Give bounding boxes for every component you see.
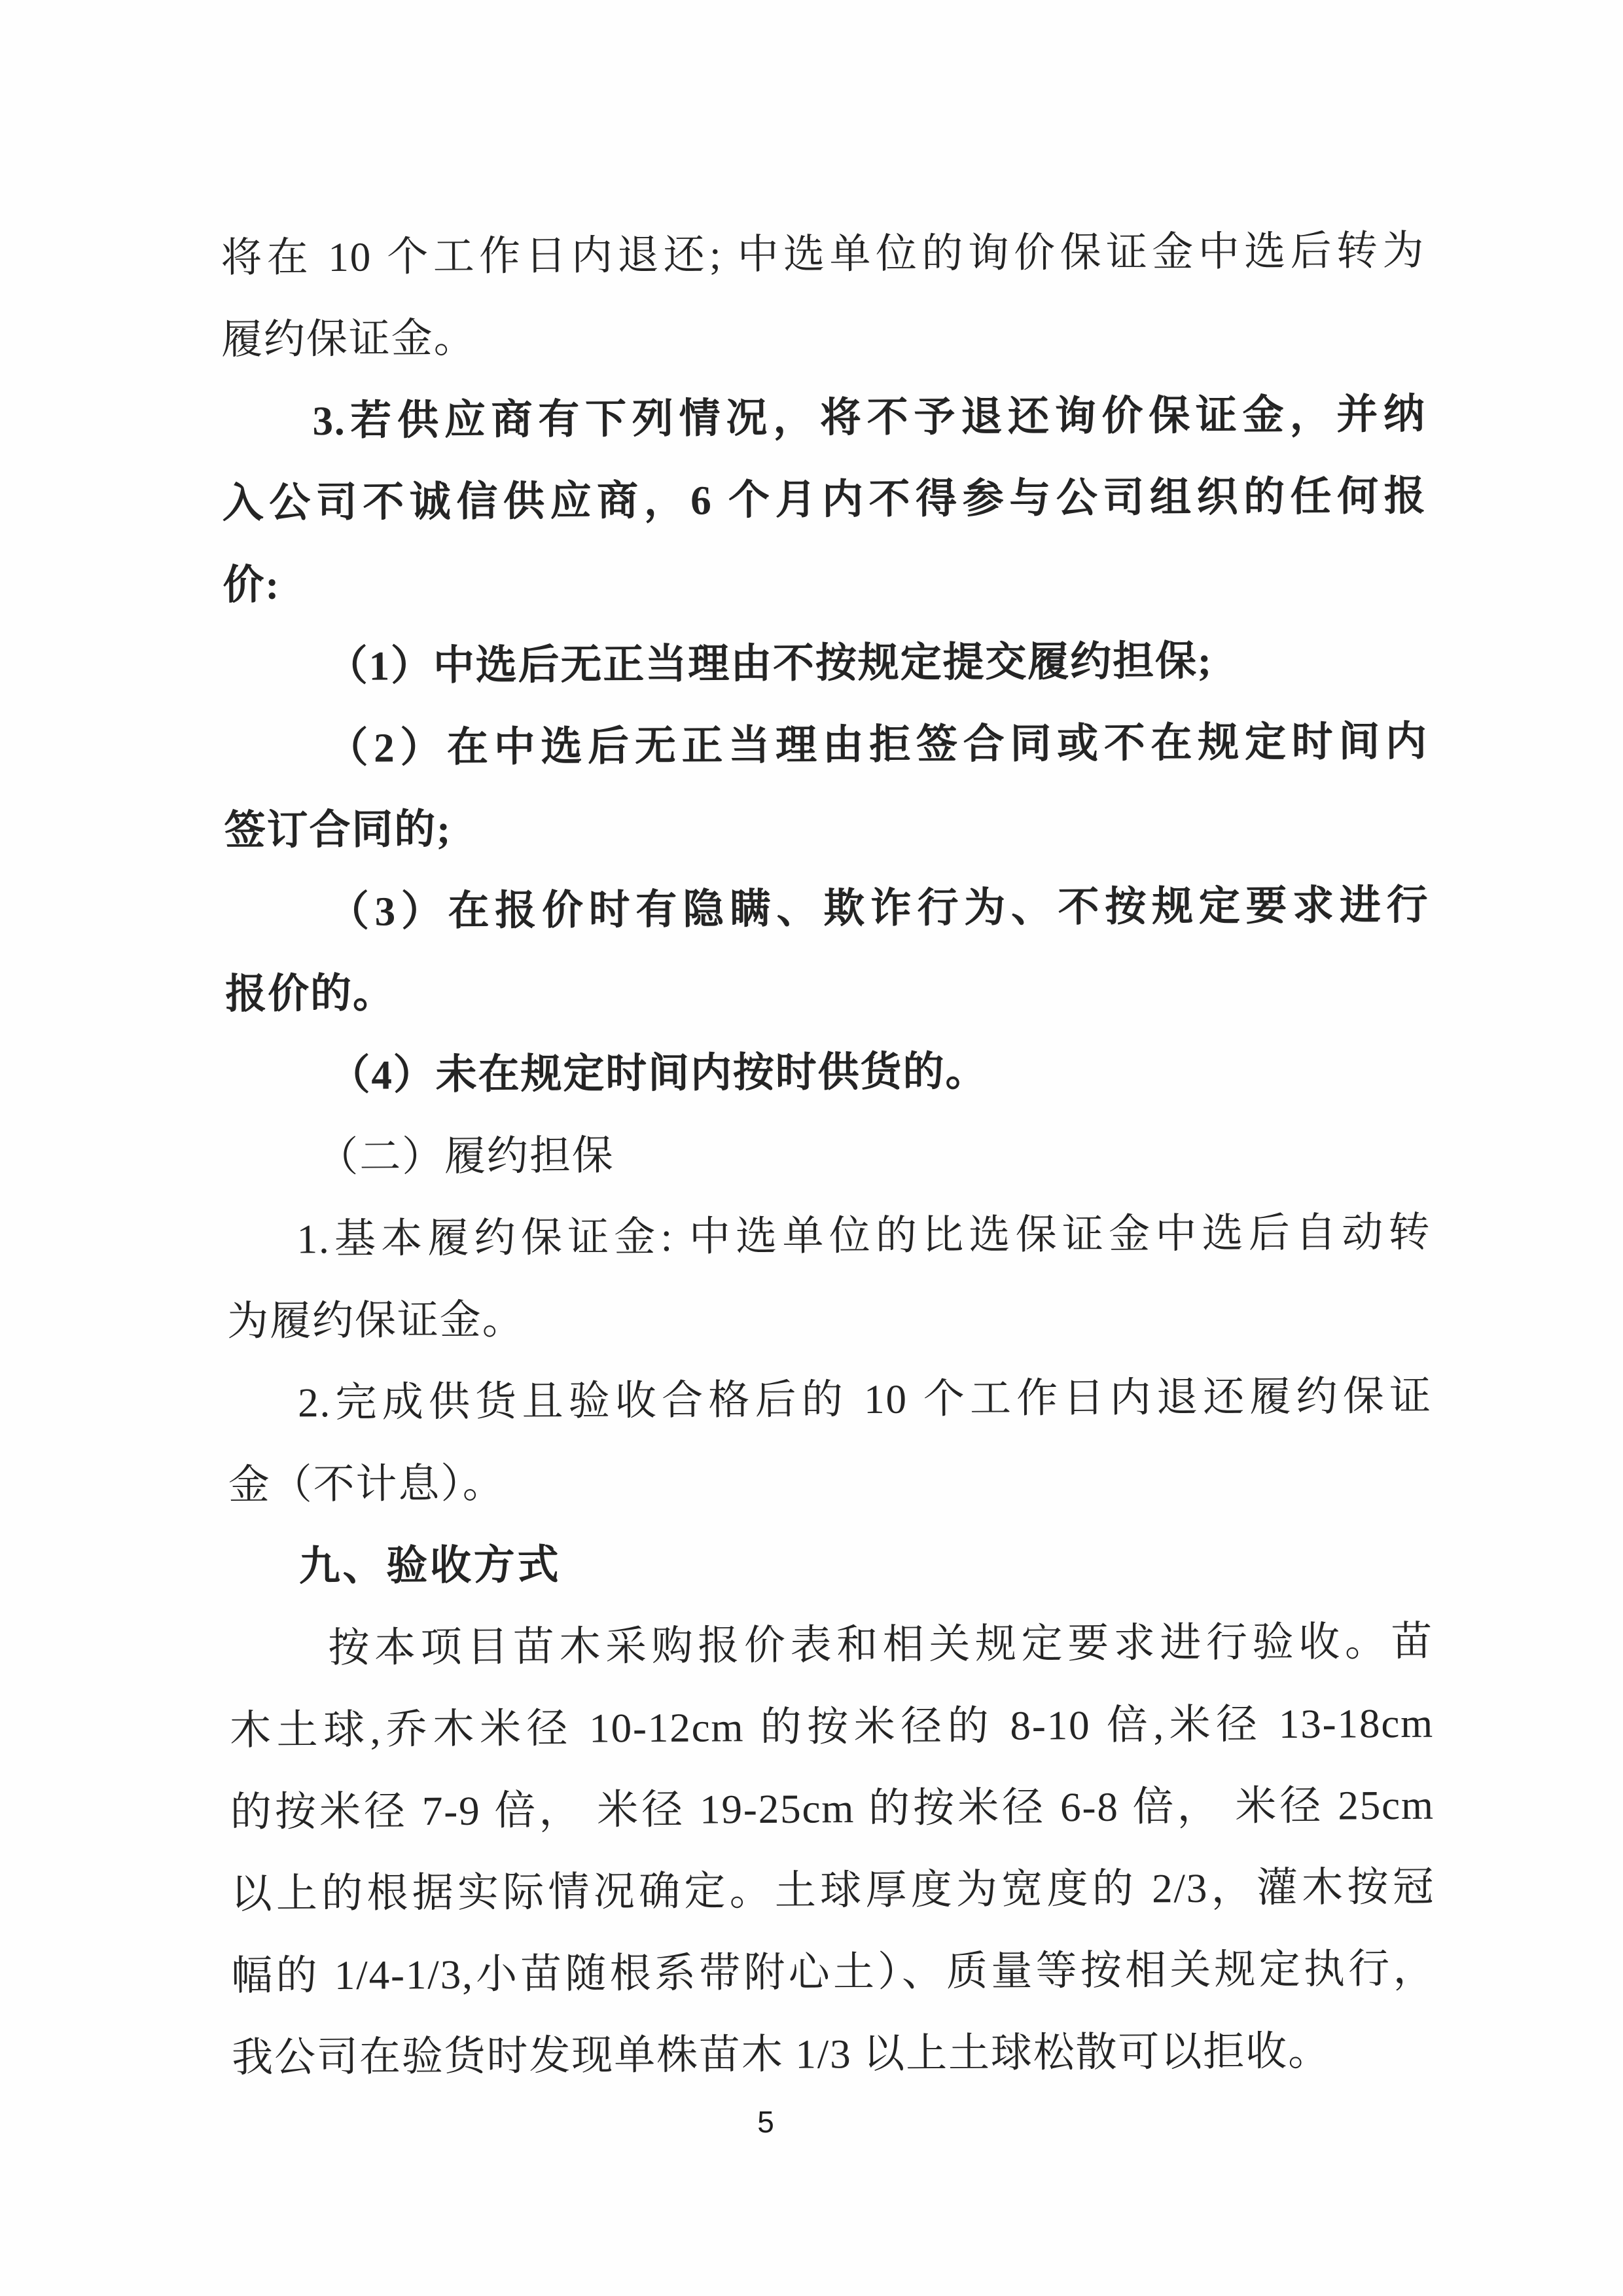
- item-3-line: （3）在报价时有隐瞒、欺诈行为、不按规定要求进行: [327, 882, 1429, 935]
- item-2-line: （2）在中选后无正当理由拒签合同或不在规定时间内: [327, 718, 1429, 772]
- acceptance-paragraph-line: 幅的 1/4-1/3,小苗随根系带附心土）、质量等按相关规定执行，: [231, 1945, 1436, 1999]
- clause-3-line: 价:: [223, 562, 281, 608]
- acceptance-paragraph-line: 按本项目苗木采购报价表和相关规定要求进行验收。苗: [328, 1618, 1434, 1672]
- item-3-line: 报价的。: [225, 970, 396, 1017]
- page-footer: [0, 2102, 1623, 2142]
- subsection-heading-performance-guarantee: （二）履约担保: [317, 1132, 615, 1181]
- clause-3-line: 入公司不诚信供应商，6 个月内不得参与公司组织的任何报: [222, 473, 1427, 526]
- acceptance-paragraph-line: 的按米径 7-9 倍， 米径 19-25cm 的按米径 6-8 倍， 米径 25cm: [230, 1782, 1435, 1835]
- acceptance-paragraph-line: 我公司在验货时发现单株苗木 1/3 以上土球松散可以拒收。: [231, 2028, 1331, 2081]
- clause-2-line: 2.完成供货且验收合格后的 10 个工作日内退还履约保证: [297, 1372, 1433, 1426]
- acceptance-paragraph-line: 以上的根据实际情况确定。土球厚度为宽度的 2/3，灌木按冠: [230, 1863, 1435, 1917]
- acceptance-paragraph-line: 木土球,乔木米径 10-12cm 的按米径的 8-10 倍,米径 13-18cm: [229, 1700, 1435, 1753]
- clause-1-line: 1.基本履约保证金: 中选单位的比选保证金中选后自动转: [296, 1209, 1431, 1263]
- item-4-line: （4）未在规定时间内按时供货的。: [329, 1048, 988, 1099]
- text-line: 履约保证金。: [221, 315, 476, 363]
- section-heading-acceptance: 九、验收方式: [298, 1541, 562, 1590]
- document-body: [221, 210, 1436, 2099]
- page-number: 5: [757, 2105, 774, 2139]
- clause-3-line: 3.若供应商有下列情况，将不予退还询价保证金，并纳: [312, 391, 1427, 444]
- text-line: 将在 10 个工作日内退还; 中选单位的询价保证金中选后转为: [221, 227, 1425, 281]
- item-1-line: （1）中选后无正当理由不按规定提交履约担保;: [326, 637, 1213, 690]
- item-2-line: 签订合同的;: [224, 806, 452, 853]
- clause-1-line: 为履约保证金。: [227, 1297, 525, 1344]
- clause-2-line: 金（不计息）。: [228, 1460, 505, 1508]
